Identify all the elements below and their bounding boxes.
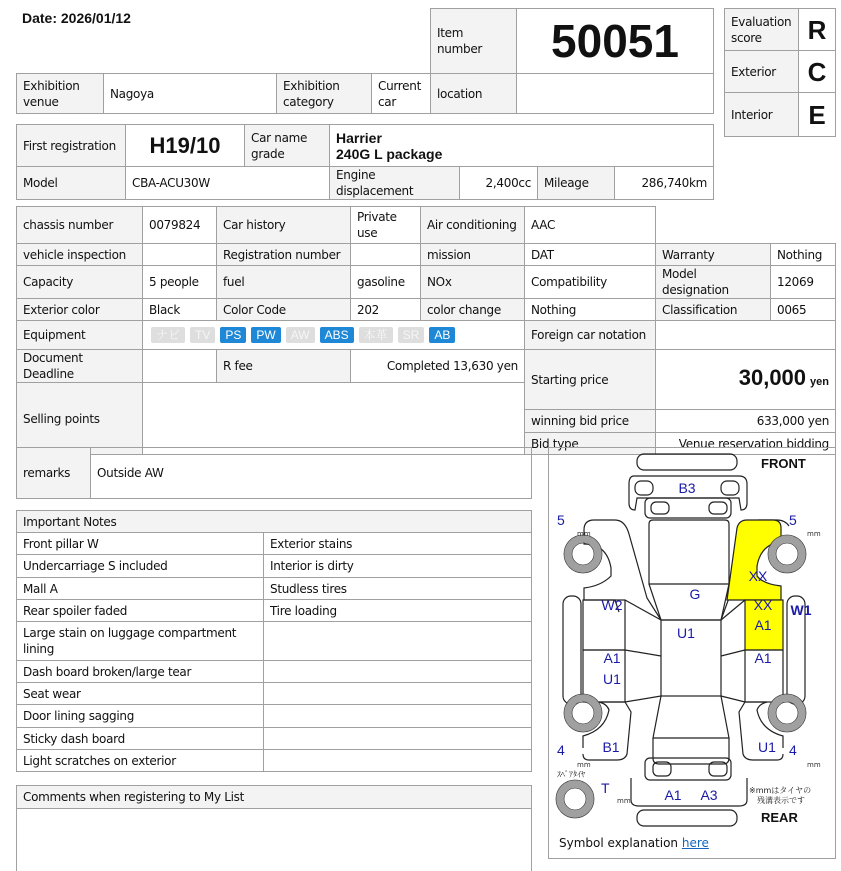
- rfee-value: Completed 13,630 yen: [351, 350, 525, 383]
- engine-label: Engine displacement: [330, 167, 460, 200]
- note-item: [264, 750, 532, 772]
- model-designation-value: 12069: [771, 266, 836, 299]
- svg-text:A3: A3: [700, 787, 718, 803]
- comments-input[interactable]: [17, 809, 532, 871]
- note-item: Front pillar W: [17, 533, 264, 555]
- equipment-badge-abs: ABS: [320, 327, 354, 343]
- comments-table: [16, 785, 532, 871]
- foreign-value: [656, 321, 836, 350]
- interior-label: Interior: [725, 93, 799, 137]
- ac-label: Air conditioning: [421, 207, 525, 244]
- exhibition-category: Current car: [372, 74, 431, 114]
- svg-text:A1: A1: [754, 650, 772, 666]
- car-outline-icon: [549, 448, 837, 860]
- warranty-value: Nothing: [771, 244, 836, 266]
- first-registration-label: First registration: [17, 125, 126, 167]
- equipment-badge-aw: AW: [286, 327, 315, 343]
- evaluation-table: [724, 8, 836, 137]
- location-value: [517, 74, 714, 114]
- warranty-label: Warranty: [656, 244, 771, 266]
- svg-text:5: 5: [789, 512, 797, 528]
- remarks-label: remarks: [17, 448, 91, 499]
- mission-value: DAT: [525, 244, 656, 266]
- svg-text:B3: B3: [678, 480, 696, 496]
- note-item: Undercarriage S included: [17, 555, 264, 578]
- svg-text:W1: W1: [790, 602, 812, 618]
- note-item: [264, 622, 532, 661]
- svg-text:mm: mm: [807, 530, 821, 538]
- equipment-badge-tv: TV: [190, 327, 215, 343]
- damage-diagram: [548, 447, 836, 859]
- svg-text:A1: A1: [754, 617, 772, 633]
- chassis-value: 0079824: [143, 207, 217, 244]
- symbol-explanation-link[interactable]: here: [681, 836, 709, 850]
- color-value: Black: [143, 299, 217, 321]
- svg-text:W2: W2: [601, 597, 623, 613]
- equipment-badge-leather: 本革: [359, 327, 393, 343]
- symbol-explanation: [559, 836, 709, 850]
- color-change-value: Nothing: [525, 299, 656, 321]
- classification-label: Classification: [656, 299, 771, 321]
- note-item: Exterior stains: [264, 533, 532, 555]
- svg-text:FRONT: FRONT: [761, 456, 806, 471]
- inspection-label: vehicle inspection: [17, 244, 143, 266]
- exhibition-table: [16, 73, 431, 114]
- car-name: Harrier: [336, 129, 382, 146]
- svg-text:A1: A1: [603, 650, 621, 666]
- svg-text:4: 4: [789, 742, 797, 758]
- note-item: Light scratches on exterior: [17, 750, 264, 772]
- equipment-badges: [143, 321, 525, 350]
- mileage-value: 286,740km: [615, 167, 714, 200]
- mission-label: mission: [421, 244, 525, 266]
- symbol-explanation-label: Symbol explanation: [559, 836, 682, 850]
- color-label: Exterior color: [17, 299, 143, 321]
- svg-text:XX: XX: [753, 597, 773, 613]
- evaluation-score: R: [799, 9, 836, 51]
- item-number-label: Item number: [431, 9, 517, 74]
- fuel-label: fuel: [217, 266, 351, 299]
- svg-text:mm: mm: [577, 530, 591, 538]
- model-value: CBA-ACU30W: [126, 167, 330, 200]
- svg-text:U1: U1: [677, 625, 695, 641]
- ac-value: AAC: [525, 207, 656, 244]
- svg-text:XX: XX: [748, 568, 768, 584]
- note-item: [264, 683, 532, 705]
- history-value: Private use: [351, 207, 421, 244]
- note-item: [264, 661, 532, 683]
- svg-text:mm: mm: [807, 761, 821, 769]
- exhibition-venue-label: Exhibition venue: [17, 74, 104, 114]
- exterior-label: Exterior: [725, 51, 799, 93]
- svg-text:A1: A1: [664, 787, 682, 803]
- exterior-grade: C: [799, 51, 836, 93]
- item-number-table: [430, 8, 714, 114]
- location-label: location: [431, 74, 517, 114]
- svg-text:4: 4: [557, 742, 565, 758]
- foreign-label: Foreign car notation: [525, 321, 656, 350]
- rfee-label: R fee: [217, 350, 351, 383]
- note-item: Studless tires: [264, 578, 532, 600]
- doc-deadline-value: [143, 350, 217, 383]
- equipment-badge-navi: ナビ: [151, 327, 185, 343]
- note-item: Door lining sagging: [17, 705, 264, 728]
- selling-points-label: Selling points: [17, 383, 143, 455]
- comments-title: Comments when registering to My List: [17, 786, 532, 809]
- start-price-unit: yen: [810, 375, 829, 388]
- selling-points-value: [143, 383, 525, 455]
- svg-text:※mmはタイヤの: ※mmはタイヤの: [749, 786, 812, 795]
- bid-type-value: Venue reservation bidding: [656, 433, 836, 455]
- details-table: [16, 206, 836, 455]
- svg-text:U1: U1: [758, 739, 776, 755]
- inspection-value: [143, 244, 217, 266]
- svg-text:G: G: [689, 586, 701, 602]
- equipment-label: Equipment: [17, 321, 143, 350]
- start-price-value: 30,000: [738, 364, 807, 390]
- note-item: Rear spoiler faded: [17, 600, 264, 622]
- note-item: Mall A: [17, 578, 264, 600]
- car-name-label: Car name grade: [245, 125, 330, 167]
- important-notes-title: Important Notes: [17, 511, 532, 533]
- svg-text:ｽﾍﾟｱﾀｲﾔ: ｽﾍﾟｱﾀｲﾔ: [557, 770, 585, 779]
- note-item: [264, 728, 532, 750]
- start-price: [656, 350, 836, 410]
- winning-bid-value: 633,000 yen: [656, 410, 836, 433]
- history-label: Car history: [217, 207, 351, 244]
- remarks-value: Outside AW: [91, 448, 532, 499]
- important-notes-table: [16, 510, 532, 772]
- equipment-badge-sr: SR: [398, 327, 425, 343]
- svg-text:T: T: [601, 780, 610, 796]
- svg-text:残溝表示です: 残溝表示です: [757, 796, 805, 805]
- note-item: Large stain on luggage compartment lining: [17, 622, 264, 661]
- note-item: Tire loading: [264, 600, 532, 622]
- exhibition-category-label: Exhibition category: [277, 74, 372, 114]
- svg-text:5: 5: [557, 512, 565, 528]
- regno-value: [351, 244, 421, 266]
- mileage-label: Mileage: [538, 167, 615, 200]
- nox-label: NOx: [421, 266, 525, 299]
- first-registration: H19/10: [126, 125, 245, 167]
- equipment-badge-ps: PS: [220, 327, 246, 343]
- svg-text:REAR: REAR: [761, 810, 798, 825]
- svg-text:mm: mm: [577, 761, 591, 769]
- color-code-label: Color Code: [217, 299, 351, 321]
- fuel-value: gasoline: [351, 266, 421, 299]
- model-designation-label: Model designation: [656, 266, 771, 299]
- capacity-label: Capacity: [17, 266, 143, 299]
- equipment-badge-pw: PW: [251, 327, 280, 343]
- note-item: [264, 705, 532, 728]
- svg-text:mm: mm: [617, 797, 631, 805]
- equipment-badge-ab: AB: [429, 327, 455, 343]
- chassis-label: chassis number: [17, 207, 143, 244]
- classification-value: 0065: [771, 299, 836, 321]
- interior-grade: E: [799, 93, 836, 137]
- color-change-label: color change: [421, 299, 525, 321]
- car-grade: 240G L package: [336, 145, 443, 162]
- car-name-grade: [330, 125, 714, 167]
- winning-bid-label: winning bid price: [525, 410, 656, 433]
- svg-text:U1: U1: [603, 671, 621, 687]
- note-item: Seat wear: [17, 683, 264, 705]
- evaluation-score-label: Evaluation score: [725, 9, 799, 51]
- remarks-table: [16, 447, 532, 499]
- note-item: Interior is dirty: [264, 555, 532, 578]
- bid-type-label: Bid type: [525, 433, 656, 455]
- exhibition-venue: Nagoya: [104, 74, 277, 114]
- item-number: 50051: [517, 9, 714, 74]
- note-item: Sticky dash board: [17, 728, 264, 750]
- sheet-date: Date: 2026/01/12: [22, 10, 131, 26]
- engine-value: 2,400cc: [460, 167, 538, 200]
- model-label: Model: [17, 167, 126, 200]
- vehicle-table: [16, 124, 714, 200]
- start-price-label: Starting price: [525, 350, 656, 410]
- compat-label: Compatibility: [525, 266, 656, 299]
- svg-text:B1: B1: [602, 739, 620, 755]
- doc-deadline-label: Document Deadline: [17, 350, 143, 383]
- note-item: Dash board broken/large tear: [17, 661, 264, 683]
- regno-label: Registration number: [217, 244, 351, 266]
- capacity-value: 5 people: [143, 266, 217, 299]
- color-code-value: 202: [351, 299, 421, 321]
- empty-cell: [656, 207, 836, 244]
